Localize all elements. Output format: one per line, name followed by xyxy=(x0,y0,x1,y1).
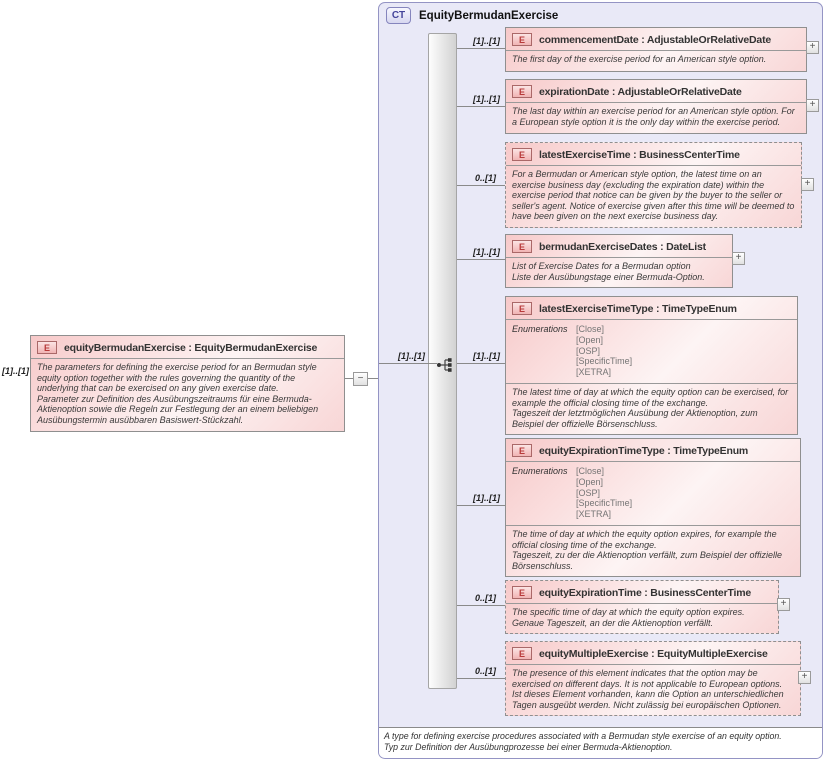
element-title[interactable]: latestExerciseTimeType : TimeTypeEnum xyxy=(539,302,737,315)
complex-type-title: EquityBermudanExercise xyxy=(419,9,559,22)
enumeration-values: [Close] [Open] [OSP] [SpecificTime] [XETRA] xyxy=(576,466,633,520)
element-icon: E xyxy=(512,444,532,457)
element-bermudanExerciseDates xyxy=(505,234,733,288)
sequence-icon xyxy=(436,356,454,374)
cardinality-child-3: [1]..[1] xyxy=(473,247,500,257)
connector-line xyxy=(457,185,505,186)
element-title[interactable]: equityExpirationTime : BusinessCenterTime xyxy=(539,586,751,599)
cardinality-child-2: 0..[1] xyxy=(474,173,496,183)
complex-type-header xyxy=(386,7,558,24)
element-expirationDate xyxy=(505,79,807,134)
element-header xyxy=(506,439,800,462)
expand-button-bermudanExerciseDates[interactable]: + xyxy=(732,252,745,265)
expand-button-commencementDate[interactable]: + xyxy=(806,41,819,54)
expand-button-equityMultipleExercise[interactable]: + xyxy=(798,671,811,684)
element-header xyxy=(506,28,806,51)
element-title[interactable]: bermudanExerciseDates : DateList xyxy=(539,240,706,253)
cardinality-child-0: [1]..[1] xyxy=(473,36,500,46)
enumerations-label: Enumerations xyxy=(512,466,568,476)
element-icon: E xyxy=(512,647,532,660)
element-equityExpirationTime xyxy=(505,580,779,634)
enumerations-section xyxy=(506,462,800,526)
element-header xyxy=(506,235,732,258)
element-title[interactable]: latestExerciseTime : BusinessCenterTime xyxy=(539,148,740,161)
element-description: For a Bermudan or American style option, the latest time on an exercise business day (excluding the expiration date) within the exercise period that notice can be given by the buyer to the seller or seller's agent. Notice of exercise given after this time will be deemed to have been given on the next exercise business day. xyxy=(512,169,795,222)
expand-button-latestExerciseTime[interactable]: + xyxy=(801,178,814,191)
element-icon: E xyxy=(37,341,57,354)
annotation-line-en: A type for defining exercise procedures associated with a Bermudan style exercise of an equity option. xyxy=(384,731,782,741)
element-latestExerciseTime xyxy=(505,142,802,228)
element-title[interactable]: expirationDate : AdjustableOrRelativeDate xyxy=(539,85,742,98)
expand-button-equityExpirationTime[interactable]: + xyxy=(777,598,790,611)
element-icon: E xyxy=(512,148,532,161)
element-equityBermudanExercise xyxy=(30,335,345,432)
cardinality-source: [1]..[1] xyxy=(2,366,29,376)
element-icon: E xyxy=(512,33,532,46)
element-header xyxy=(31,336,344,359)
element-equityMultipleExercise xyxy=(505,641,801,716)
element-description: The specific time of day at which the equity option expires. Genaue Tageszeit, an der die Aktienoption verfällt. xyxy=(512,607,745,628)
enumerations-label: Enumerations xyxy=(512,324,568,334)
element-icon: E xyxy=(512,302,532,315)
connector-line xyxy=(368,378,378,379)
element-description: The time of day at which the equity option expires, for example the official closing time of the exchange. Tageszeit, zu der die Aktienoption verfällt, zum Beispiel der offizielle Börsenschluss. xyxy=(512,528,782,571)
element-header xyxy=(506,143,801,166)
collapse-button[interactable]: − xyxy=(353,372,368,386)
element-title[interactable]: equityBermudanExercise : EquityBermudanExercise xyxy=(64,341,318,354)
element-commencementDate xyxy=(505,27,807,72)
element-description: The presence of this element indicates that the option may be exercised on different days. It is not applicable to European options. Ist dieses Element vorhanden, kann die Option an unterschiedlichen Tagen ausgeübt werden. Nicht zulässig bei europäischen Optionen. xyxy=(512,668,784,710)
connector-line xyxy=(457,605,505,606)
element-header xyxy=(506,642,800,665)
element-icon: E xyxy=(512,586,532,599)
element-description: The first day of the exercise period for an American style option. xyxy=(512,54,767,64)
element-title[interactable]: equityExpirationTimeType : TimeTypeEnum xyxy=(539,444,749,457)
complex-type-icon: CT xyxy=(386,7,411,24)
connector-line xyxy=(457,363,505,364)
element-equityExpirationTimeType xyxy=(505,438,801,577)
cardinality-child-6: 0..[1] xyxy=(474,593,496,603)
element-icon: E xyxy=(512,240,532,253)
cardinality-child-7: 0..[1] xyxy=(474,666,496,676)
element-icon: E xyxy=(512,85,532,98)
connector-line xyxy=(345,378,353,379)
element-header xyxy=(506,80,806,103)
connector-line xyxy=(457,259,505,260)
cardinality-compositor: [1]..[1] xyxy=(398,351,425,361)
connector-line xyxy=(379,363,437,364)
connector-line xyxy=(457,106,505,107)
element-title[interactable]: equityMultipleExercise : EquityMultipleExercise xyxy=(539,647,768,660)
element-latestExerciseTimeType xyxy=(505,296,798,435)
cardinality-child-4: [1]..[1] xyxy=(473,351,500,361)
element-description: The latest time of day at which the equity option can be exercised, for example the official closing time of the exchange. Tageszeit der letztmöglichen Ausübung der Aktienoption, zum Beispiel der offizielle Börsenschluss. xyxy=(512,386,789,429)
element-description: List of Exercise Dates for a Bermudan option Liste der Ausübungstage einer Bermuda-Option. xyxy=(512,261,705,282)
cardinality-child-1: [1]..[1] xyxy=(473,94,500,104)
connector-line xyxy=(457,505,505,506)
annotation-line-de: Typ zur Definition der Ausübungprozesse bei einer Bermuda-Aktienoption. xyxy=(384,742,673,753)
expand-button-expirationDate[interactable]: + xyxy=(806,99,819,112)
element-description: The parameters for defining the exercise period for an Bermudan style equity option together with the rules governing the quantity of the underlying that can be exercised on any given exercise date. Parameter zur Definition des Ausübungszeitraums für eine Bermuda-Aktienoption sowie die Regeln zur Festlegung der an einem beliebigen Ausübungstermin ausübbaren Basiswert-Stückzahl. xyxy=(37,362,319,426)
cardinality-child-5: [1]..[1] xyxy=(473,493,500,503)
connector-line xyxy=(457,678,505,679)
complex-type-annotation xyxy=(379,727,822,758)
enumeration-values: [Close] [Open] [OSP] [SpecificTime] [XETRA] xyxy=(576,324,633,378)
element-header xyxy=(506,581,778,604)
enumerations-section xyxy=(506,320,797,384)
element-description: The last day within an exercise period for an American style option. For a European style option it is the only day within the exercise period. xyxy=(512,106,795,127)
element-title[interactable]: commencementDate : AdjustableOrRelativeDate xyxy=(539,33,772,46)
connector-line xyxy=(457,48,505,49)
element-header xyxy=(506,297,797,320)
